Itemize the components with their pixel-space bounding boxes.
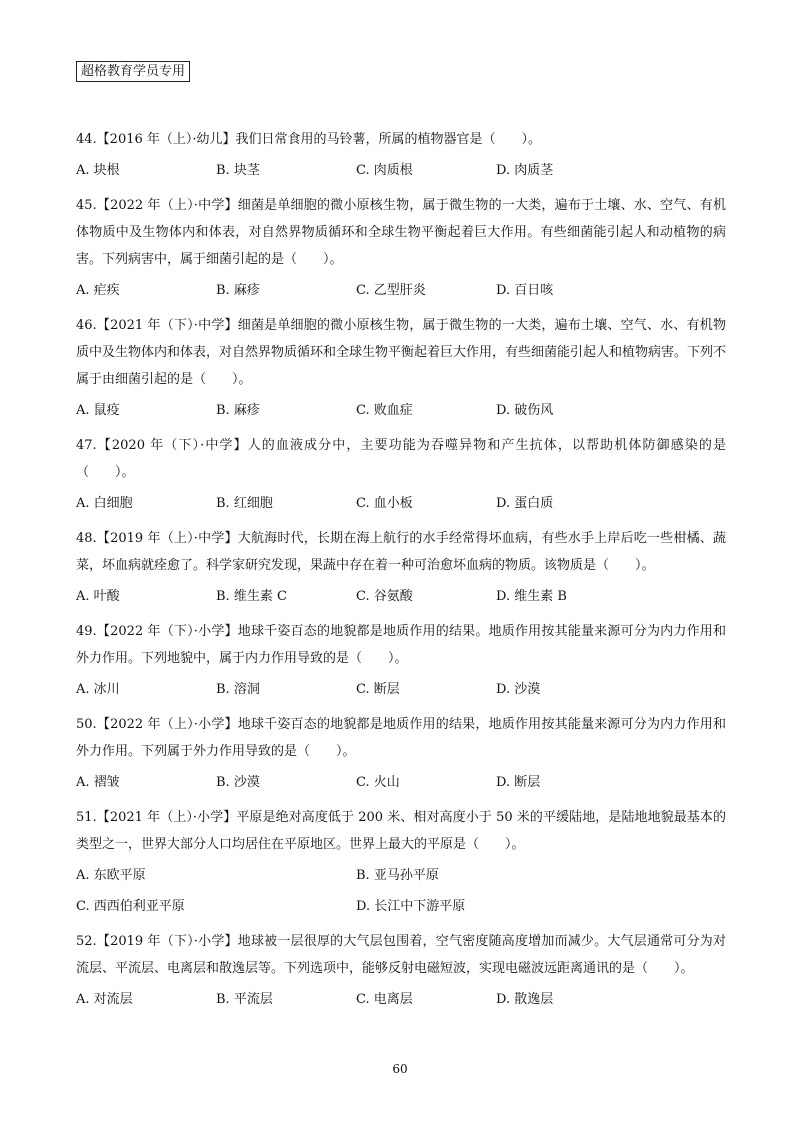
question-49: [76, 618, 726, 703]
options-row: [76, 583, 726, 610]
question-stem: 49.【2022 年（下）·小学】地球千姿百态的地貌都是地质作用的结果。地质作用按其能量来源可分为内力作用和外力作用。下列地貌中，属于内力作用导致的是（ ）。: [76, 624, 726, 666]
option-d: D. 破伤风: [496, 403, 554, 418]
options-row: [76, 397, 726, 424]
option-b: B. 维生素 C: [216, 589, 287, 604]
option-b: B. 平流层: [216, 992, 273, 1007]
option-c: C. 电离层: [356, 992, 413, 1007]
question-48: [76, 525, 726, 610]
option-a: A. 叶酸: [76, 589, 120, 604]
question-stem: 48.【2019 年（上）·中学】大航海时代，长期在海上航行的水手经常得坏血病，有些水手上岸后吃一些柑橘、蔬菜，坏血病就痊愈了。科学家研究发现，果蔬中存在着一种可治愈坏血病的物质。该物质是（ ）。: [76, 531, 726, 573]
option-d: D. 维生素 B: [496, 589, 567, 604]
option-c: C. 乙型肝炎: [356, 283, 426, 298]
option-a: A. 褶皱: [76, 775, 120, 790]
option-b: B. 沙漠: [216, 775, 260, 790]
option-a: A. 东欧平原: [76, 868, 146, 883]
option-a: A. 冰川: [76, 682, 120, 697]
option-c: C. 谷氨酸: [356, 589, 413, 604]
option-d: D. 长江中下游平原: [356, 899, 466, 914]
question-list: [76, 126, 726, 1021]
option-d: D. 百日咳: [496, 283, 554, 298]
question-51: [76, 804, 726, 920]
question-52: [76, 928, 726, 1013]
question-stem: 47.【2020 年（下）·中学】人的血液成分中，主要功能为吞噬异物和产生抗体，以帮助机体防御感染的是（ ）。: [76, 438, 726, 480]
option-a: A. 对流层: [76, 992, 133, 1007]
option-b: B. 溶洞: [216, 682, 260, 697]
question-46: [76, 312, 726, 424]
options-row: [76, 893, 726, 920]
question-47: [76, 432, 726, 517]
question-stem: 50.【2022 年（上）·小学】地球千姿百态的地貌都是地质作用的结果，地质作用按其能量来源可分为内力作用和外力作用。下列属于外力作用导致的是（ ）。: [76, 717, 726, 759]
option-c: C. 血小板: [356, 496, 413, 511]
option-c: C. 败血症: [356, 403, 413, 418]
question-stem: 46.【2021 年（下）·中学】细菌是单细胞的微小原核生物，属于微生物的一大类，遍布土壤、空气、水、有机物质中及生物体内和体表，对自然界物质循环和全球生物平衡起着巨大作用，有些细菌能引起人和植物病害。下列不属于由细菌引起的是（ ）。: [76, 318, 727, 387]
option-d: D. 断层: [496, 775, 541, 790]
question-stem: 44.【2016 年（上）·幼儿】我们日常食用的马铃薯，所属的植物器官是（ ）。: [76, 132, 542, 147]
option-c: C. 西西伯利亚平原: [76, 899, 185, 914]
question-50: [76, 711, 726, 796]
page-number: 60: [392, 1062, 408, 1076]
option-a: A. 块根: [76, 163, 120, 178]
option-b: B. 麻疹: [216, 403, 260, 418]
options-row: [76, 986, 726, 1013]
question-44: [76, 126, 726, 184]
option-b: B. 红细胞: [216, 496, 273, 511]
option-d: D. 沙漠: [496, 682, 541, 697]
option-a: A. 疟疾: [76, 283, 120, 298]
options-row: [76, 490, 726, 517]
question-45: [76, 192, 726, 304]
question-stem: 52.【2019 年（下）·小学】地球被一层很厚的大气层包围着，空气密度随高度增加而减少。大气层通常可分为对流层、平流层、电离层和散逸层等。下列选项中，能够反射电磁短波，实现电磁波远距离通讯的是（ ）。: [76, 934, 726, 976]
option-c: C. 火山: [356, 775, 400, 790]
option-b: B. 亚马孙平原: [356, 868, 439, 883]
options-row: [76, 769, 726, 796]
options-row: [76, 862, 726, 889]
option-c: C. 肉质根: [356, 163, 413, 178]
option-d: D. 散逸层: [496, 992, 554, 1007]
option-a: A. 鼠疫: [76, 403, 120, 418]
option-c: C. 断层: [356, 682, 400, 697]
option-b: B. 麻疹: [216, 283, 260, 298]
options-row: [76, 676, 726, 703]
options-row: [76, 157, 726, 184]
option-d: D. 肉质茎: [496, 163, 554, 178]
question-stem: 45.【2022 年（上）·中学】细菌是单细胞的微小原核生物，属于微生物的一大类，遍布于土壤、水、空气、有机体物质中及生物体内和体表，对自然界物质循环和全球生物平衡起着巨大作用。有些细菌能引起人和动植物的病害。下列病害中，属于细菌引起的是（ ）。: [76, 198, 726, 267]
options-row: [76, 277, 726, 304]
option-d: D. 蛋白质: [496, 496, 554, 511]
option-a: A. 白细胞: [76, 496, 133, 511]
option-b: B. 块茎: [216, 163, 260, 178]
header-tag: 超格教育学员专用: [76, 61, 190, 82]
question-stem: 51.【2021 年（上）·小学】平原是绝对高度低于 200 米、相对高度小于 50 米的平缓陆地，是陆地地貌最基本的类型之一，世界大部分人口均居住在平原地区。世界上最大的平原是（ ）。: [76, 810, 726, 852]
